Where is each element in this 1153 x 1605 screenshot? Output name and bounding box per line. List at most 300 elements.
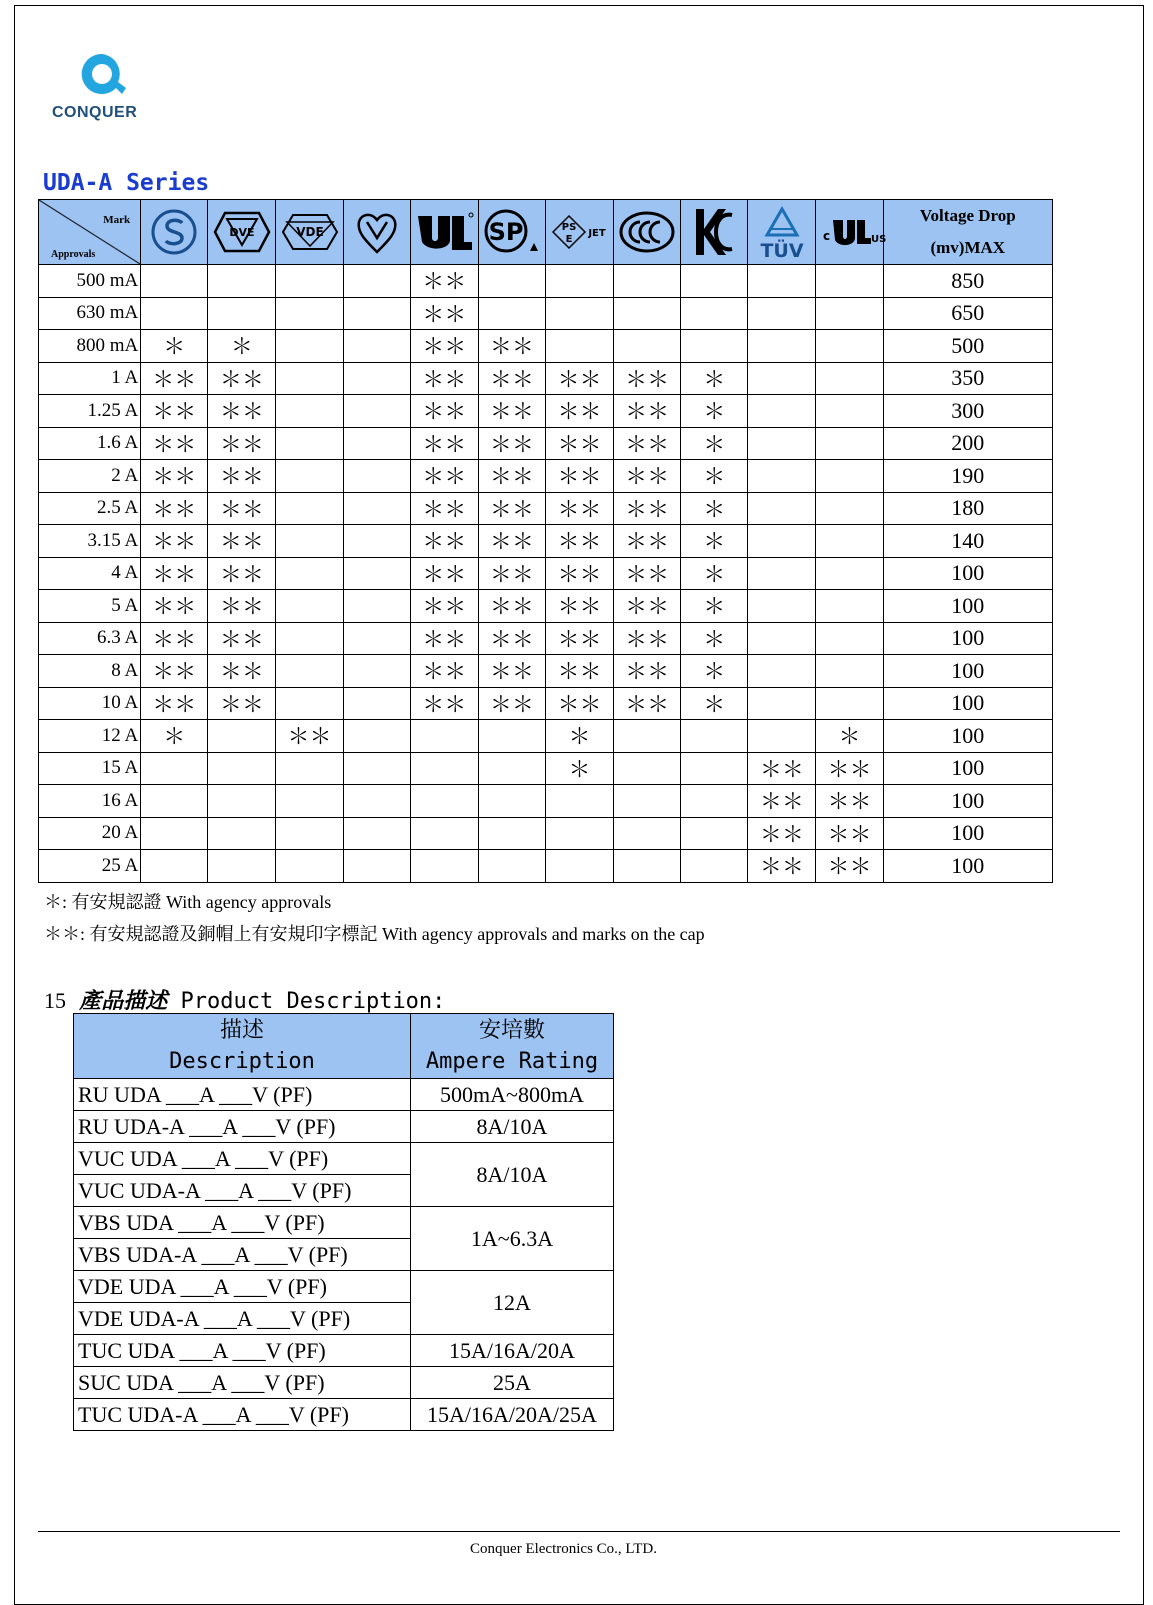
pse-icon — [545, 200, 613, 265]
mark-cell: ＊＊ — [816, 752, 883, 785]
mark-cell: ＊＊ — [545, 622, 613, 655]
amp-rating-cell: 5 A — [39, 590, 141, 623]
svg-text:DVE: DVE — [229, 226, 255, 239]
table-row — [74, 1367, 614, 1399]
table-row — [74, 1399, 614, 1431]
mark-cell — [141, 297, 208, 330]
mark-cell: ＊＊ — [478, 460, 545, 493]
mark-cell — [545, 850, 613, 883]
mark-cell — [748, 297, 816, 330]
mark-cell: ＊＊ — [141, 460, 208, 493]
description-cell: VDE UDA ___A ___V (PF) — [74, 1271, 411, 1303]
mark-cell: ＊ — [681, 427, 748, 460]
mark-cell — [681, 297, 748, 330]
mark-cell — [816, 557, 883, 590]
voltage-drop-header-line2: (mv)MAX — [930, 238, 1006, 257]
amp-rating-cell: 1 A — [39, 362, 141, 395]
mark-cell — [478, 850, 545, 883]
mark-cell: ＊＊ — [478, 557, 545, 590]
mark-cell: ＊ — [681, 687, 748, 720]
mark-cell — [748, 590, 816, 623]
mark-cell — [545, 330, 613, 363]
table-row — [39, 622, 1053, 655]
mark-cell — [816, 492, 883, 525]
mark-cell — [816, 330, 883, 363]
svg-text:JET: JET — [587, 228, 606, 239]
mark-cell — [208, 817, 276, 850]
mark-cell: ＊ — [681, 525, 748, 558]
mark-cell: ＊ — [681, 395, 748, 428]
mark-cell: ＊ — [681, 590, 748, 623]
mark-cell — [276, 395, 343, 428]
amp-rating-cell: 2.5 A — [39, 492, 141, 525]
mark-cell — [681, 785, 748, 818]
mark-cell: ＊＊ — [478, 330, 545, 363]
ampere-rating-cell: 500mA~800mA — [411, 1079, 614, 1111]
mark-cell: ＊＊ — [141, 427, 208, 460]
mark-cell: ＊ — [681, 362, 748, 395]
mark-cell — [141, 752, 208, 785]
amp-rating-cell: 500 mA — [39, 265, 141, 298]
mark-cell: ＊＊ — [410, 362, 478, 395]
mark-cell — [343, 687, 410, 720]
table-row — [74, 1271, 614, 1303]
mark-cell — [208, 752, 276, 785]
amp-rating-cell: 3.15 A — [39, 525, 141, 558]
mark-cell: ＊＊ — [478, 525, 545, 558]
cul-us-icon — [816, 200, 886, 265]
mark-cell — [681, 817, 748, 850]
table-row — [39, 265, 1053, 298]
table-row — [39, 427, 1053, 460]
table-row — [39, 525, 1053, 558]
ul-icon — [410, 200, 478, 265]
amp-rating-cell: 10 A — [39, 687, 141, 720]
mark-cell: ＊＊ — [614, 557, 681, 590]
mark-cell — [343, 752, 410, 785]
mark-cell: ＊＊ — [478, 655, 545, 688]
mark-cell: ＊＊ — [410, 265, 478, 298]
mark-cell — [816, 655, 883, 688]
mark-cell: ＊＊ — [748, 817, 816, 850]
mark-cell — [816, 297, 883, 330]
mark-cell — [343, 622, 410, 655]
mark-cell — [410, 785, 478, 818]
semko-icon — [141, 200, 208, 265]
mark-cell — [141, 265, 208, 298]
mark-cell — [681, 720, 748, 753]
amp-rating-cell: 16 A — [39, 785, 141, 818]
mark-cell — [343, 557, 410, 590]
mark-cell — [276, 330, 343, 363]
table-row — [39, 297, 1053, 330]
mark-cell: ＊＊ — [208, 622, 276, 655]
mark-cell: ＊＊ — [748, 850, 816, 883]
mark-cell — [343, 817, 410, 850]
mark-cell: ＊＊ — [614, 395, 681, 428]
ampere-rating-cell: 1A~6.3A — [411, 1207, 614, 1271]
mark-cell — [343, 395, 410, 428]
mark-cell: ＊＊ — [614, 687, 681, 720]
mark-cell — [748, 655, 816, 688]
mark-cell — [343, 785, 410, 818]
table-row — [39, 655, 1053, 688]
mark-cell — [681, 752, 748, 785]
mark-cell — [545, 297, 613, 330]
mark-cell: ＊＊ — [410, 590, 478, 623]
voltage-drop-cell: 100 — [883, 850, 1052, 883]
mark-cell: ＊＊ — [410, 622, 478, 655]
voltage-drop-header-line1: Voltage Drop — [919, 206, 1016, 225]
table-row — [39, 687, 1053, 720]
mark-cell — [410, 850, 478, 883]
mark-cell: ＊＊ — [545, 590, 613, 623]
mark-cell: ＊＊ — [208, 395, 276, 428]
mark-cell: ＊ — [208, 330, 276, 363]
mark-cell — [276, 297, 343, 330]
mark-cell — [208, 720, 276, 753]
ampere-rating-cell: 12A — [411, 1271, 614, 1335]
mark-cell: ＊＊ — [614, 622, 681, 655]
ampere-rating-header — [411, 1014, 614, 1079]
mark-cell — [276, 817, 343, 850]
mark-cell: ＊ — [141, 720, 208, 753]
mark-cell: ＊＊ — [208, 590, 276, 623]
section-title — [44, 984, 445, 1015]
mark-cell: ＊＊ — [478, 622, 545, 655]
voltage-drop-cell: 100 — [883, 557, 1052, 590]
voltage-drop-cell: 100 — [883, 687, 1052, 720]
mark-cell — [276, 655, 343, 688]
table-row — [74, 1079, 614, 1111]
mark-cell — [478, 265, 545, 298]
voltage-drop-cell: 180 — [883, 492, 1052, 525]
mark-cell: ＊＊ — [208, 460, 276, 493]
table-row — [39, 850, 1053, 883]
mark-cell: ＊＊ — [614, 362, 681, 395]
table-row — [39, 362, 1053, 395]
mark-cell: ＊＊ — [478, 395, 545, 428]
mark-cell: ＊＊ — [614, 460, 681, 493]
mark-cell: ＊＊ — [208, 492, 276, 525]
mark-cell: ＊＊ — [545, 395, 613, 428]
description-header-row — [74, 1014, 614, 1079]
table-row — [39, 557, 1053, 590]
mark-cell: ＊＊ — [545, 427, 613, 460]
mark-cell — [614, 850, 681, 883]
voltage-drop-cell: 100 — [883, 590, 1052, 623]
mark-cell: ＊＊ — [410, 330, 478, 363]
mark-cell — [276, 850, 343, 883]
ampere-rating-cell: 25A — [411, 1367, 614, 1399]
mark-cell: ＊＊ — [748, 752, 816, 785]
mark-cell — [343, 362, 410, 395]
mark-cell: ＊＊ — [545, 655, 613, 688]
mark-cell — [410, 817, 478, 850]
voltage-drop-cell: 100 — [883, 622, 1052, 655]
mark-cell — [748, 525, 816, 558]
mark-cell: ＊ — [545, 720, 613, 753]
description-cell: TUC UDA ___A ___V (PF) — [74, 1335, 411, 1367]
mark-cell: ＊＊ — [141, 622, 208, 655]
kc-icon — [681, 200, 748, 265]
description-cell: RU UDA ___A ___V (PF) — [74, 1079, 411, 1111]
mark-cell: ＊＊ — [208, 557, 276, 590]
mark-cell: ＊＊ — [410, 525, 478, 558]
mark-cell — [343, 492, 410, 525]
voltage-drop-cell: 100 — [883, 720, 1052, 753]
mark-cell: ＊＊ — [545, 362, 613, 395]
description-cell: VBS UDA-A ___A ___V (PF) — [74, 1239, 411, 1271]
footer-company: Conquer Electronics Co., LTD. — [470, 1541, 657, 1557]
mark-cell — [748, 557, 816, 590]
mark-cell: ＊＊ — [816, 850, 883, 883]
description-cell: VDE UDA-A ___A ___V (PF) — [74, 1303, 411, 1335]
amp-rating-cell: 800 mA — [39, 330, 141, 363]
mark-cell: ＊＊ — [478, 687, 545, 720]
mark-cell — [748, 427, 816, 460]
vde-triangle-icon — [208, 200, 276, 265]
table-row — [39, 752, 1053, 785]
mark-cell: ＊＊ — [410, 460, 478, 493]
mark-cell: ＊＊ — [208, 687, 276, 720]
corner-mark-label: Mark — [103, 214, 131, 226]
mark-cell — [681, 850, 748, 883]
voltage-drop-cell: 140 — [883, 525, 1052, 558]
mark-cell: ＊＊ — [545, 492, 613, 525]
voltage-drop-cell: 100 — [883, 817, 1052, 850]
table-row — [74, 1111, 614, 1143]
table-row — [39, 492, 1053, 525]
mark-cell — [276, 687, 343, 720]
amp-rating-cell: 2 A — [39, 460, 141, 493]
ampere-rating-cell: 15A/16A/20A/25A — [411, 1399, 614, 1431]
mark-cell — [614, 785, 681, 818]
mark-cell: ＊＊ — [208, 362, 276, 395]
table-row — [39, 395, 1053, 428]
mark-cell: ＊ — [681, 557, 748, 590]
mark-cell — [343, 720, 410, 753]
mark-cell — [748, 265, 816, 298]
mark-cell — [816, 460, 883, 493]
mark-cell: ＊ — [681, 655, 748, 688]
svg-text:c: c — [822, 229, 830, 243]
mark-cell — [343, 590, 410, 623]
table-row — [39, 817, 1053, 850]
mark-cell — [343, 297, 410, 330]
voltage-drop-cell: 350 — [883, 362, 1052, 395]
mark-cell — [410, 752, 478, 785]
mark-cell — [276, 525, 343, 558]
mark-cell — [748, 395, 816, 428]
mark-cell: ＊＊ — [410, 427, 478, 460]
mark-cell — [614, 297, 681, 330]
mark-cell: ＊＊ — [410, 297, 478, 330]
mark-cell: ＊ — [816, 720, 883, 753]
mark-cell — [816, 395, 883, 428]
amp-rating-cell: 1.6 A — [39, 427, 141, 460]
corner-cell — [39, 200, 141, 265]
mark-cell — [478, 752, 545, 785]
footer-divider — [38, 1531, 1120, 1532]
ampere-rating-header-zh: 安培數 — [478, 1018, 545, 1043]
mark-cell: ＊ — [681, 622, 748, 655]
mark-cell: ＊＊ — [276, 720, 343, 753]
amp-rating-cell: 4 A — [39, 557, 141, 590]
mark-cell: ＊＊ — [545, 687, 613, 720]
mark-cell: ＊＊ — [478, 590, 545, 623]
mark-cell: ＊ — [681, 460, 748, 493]
mark-cell — [410, 720, 478, 753]
description-cell: TUC UDA-A ___A ___V (PF) — [74, 1399, 411, 1431]
svg-text:PS: PS — [561, 222, 576, 233]
approvals-table — [38, 199, 1053, 883]
mark-cell: ＊＊ — [208, 427, 276, 460]
mark-cell — [614, 817, 681, 850]
amp-rating-cell: 12 A — [39, 720, 141, 753]
mark-cell: ＊＊ — [141, 525, 208, 558]
table-row — [39, 330, 1053, 363]
mark-cell — [208, 785, 276, 818]
mark-cell — [276, 557, 343, 590]
kc-heart-icon — [343, 200, 410, 265]
voltage-drop-cell: 300 — [883, 395, 1052, 428]
note-double-asterisk: ＊＊: 有安規認證及銅帽上有安規印字標記 With agency approvals and marks on the cap — [44, 924, 705, 944]
mark-cell: ＊＊ — [141, 395, 208, 428]
mark-cell — [343, 265, 410, 298]
table-row — [74, 1207, 614, 1239]
mark-cell — [343, 460, 410, 493]
svg-text:US: US — [870, 234, 886, 245]
mark-cell: ＊＊ — [545, 460, 613, 493]
brand-name: CONQUER — [52, 104, 138, 121]
corner-approvals-label: Approvals — [51, 249, 96, 260]
mark-cell — [545, 785, 613, 818]
ampere-rating-cell: 15A/16A/20A — [411, 1335, 614, 1367]
mark-cell — [276, 785, 343, 818]
mark-cell: ＊＊ — [410, 492, 478, 525]
section-number: 15 — [44, 988, 66, 1013]
mark-cell — [614, 330, 681, 363]
mark-cell — [478, 297, 545, 330]
mark-cell: ＊＊ — [614, 525, 681, 558]
mark-cell: ＊＊ — [141, 590, 208, 623]
table-row — [74, 1335, 614, 1367]
description-cell: RU UDA-A ___A ___V (PF) — [74, 1111, 411, 1143]
svg-text:SP: SP — [488, 218, 524, 246]
svg-text:VDE: VDE — [295, 225, 324, 239]
mark-cell — [748, 720, 816, 753]
mark-cell: ＊＊ — [614, 655, 681, 688]
mark-cell — [816, 687, 883, 720]
ccc-icon — [614, 200, 681, 265]
mark-cell: ＊＊ — [208, 525, 276, 558]
mark-cell — [276, 427, 343, 460]
mark-cell — [343, 850, 410, 883]
amp-rating-cell: 6.3 A — [39, 622, 141, 655]
mark-cell — [614, 720, 681, 753]
mark-cell — [141, 850, 208, 883]
mark-cell — [141, 785, 208, 818]
mark-cell — [343, 655, 410, 688]
mark-cell — [478, 720, 545, 753]
description-cell: SUC UDA ___A ___V (PF) — [74, 1367, 411, 1399]
mark-cell: ＊＊ — [748, 785, 816, 818]
mark-cell — [681, 330, 748, 363]
mark-cell — [748, 330, 816, 363]
mark-cell — [208, 297, 276, 330]
mark-cell: ＊＊ — [141, 492, 208, 525]
description-cell: VUC UDA-A ___A ___V (PF) — [74, 1175, 411, 1207]
mark-cell: ＊＊ — [816, 817, 883, 850]
mark-cell: ＊＊ — [614, 590, 681, 623]
amp-rating-cell: 8 A — [39, 655, 141, 688]
voltage-drop-cell: 850 — [883, 265, 1052, 298]
tuv-icon — [748, 200, 816, 265]
mark-cell — [276, 492, 343, 525]
ampere-rating-header-en: Ampere Rating — [425, 1049, 599, 1074]
mark-cell — [208, 265, 276, 298]
mark-cell — [276, 590, 343, 623]
mark-cell: ＊＊ — [478, 427, 545, 460]
mark-cell: ＊＊ — [545, 557, 613, 590]
ampere-rating-cell: 8A/10A — [411, 1111, 614, 1143]
mark-cell — [276, 622, 343, 655]
table-row — [39, 460, 1053, 493]
amp-rating-cell: 15 A — [39, 752, 141, 785]
section-title-en: Product Description: — [180, 989, 446, 1014]
mark-cell — [545, 817, 613, 850]
mark-cell: ＊＊ — [410, 557, 478, 590]
amp-rating-cell: 25 A — [39, 850, 141, 883]
mark-cell — [343, 427, 410, 460]
section-title-zh: 產品描述 — [79, 988, 168, 1014]
mark-cell: ＊ — [141, 330, 208, 363]
mark-cell — [478, 817, 545, 850]
mark-cell — [343, 525, 410, 558]
mark-cell: ＊＊ — [141, 557, 208, 590]
voltage-drop-cell: 100 — [883, 752, 1052, 785]
product-description-table — [73, 1013, 614, 1431]
voltage-drop-cell: 100 — [883, 785, 1052, 818]
description-header-zh: 描述 — [219, 1018, 264, 1043]
ampere-rating-cell: 8A/10A — [411, 1143, 614, 1207]
description-header-en: Description — [169, 1049, 315, 1074]
voltage-drop-cell: 100 — [883, 655, 1052, 688]
table-row — [39, 720, 1053, 753]
mark-cell — [816, 525, 883, 558]
amp-rating-cell: 630 mA — [39, 297, 141, 330]
mark-cell — [816, 265, 883, 298]
mark-cell — [478, 785, 545, 818]
mark-cell: ＊＊ — [545, 525, 613, 558]
mark-cell — [276, 265, 343, 298]
mark-cell — [276, 752, 343, 785]
voltage-drop-cell: 500 — [883, 330, 1052, 363]
description-header — [74, 1014, 411, 1079]
mark-cell: ＊＊ — [614, 492, 681, 525]
mark-cell — [276, 362, 343, 395]
voltage-drop-cell: 650 — [883, 297, 1052, 330]
mark-cell — [614, 752, 681, 785]
mark-cell — [748, 622, 816, 655]
description-cell: VBS UDA ___A ___V (PF) — [74, 1207, 411, 1239]
voltage-drop-header — [883, 200, 1052, 265]
approvals-header-row — [39, 200, 1053, 265]
mark-cell: ＊＊ — [478, 362, 545, 395]
mark-cell — [816, 362, 883, 395]
mark-cell — [343, 330, 410, 363]
